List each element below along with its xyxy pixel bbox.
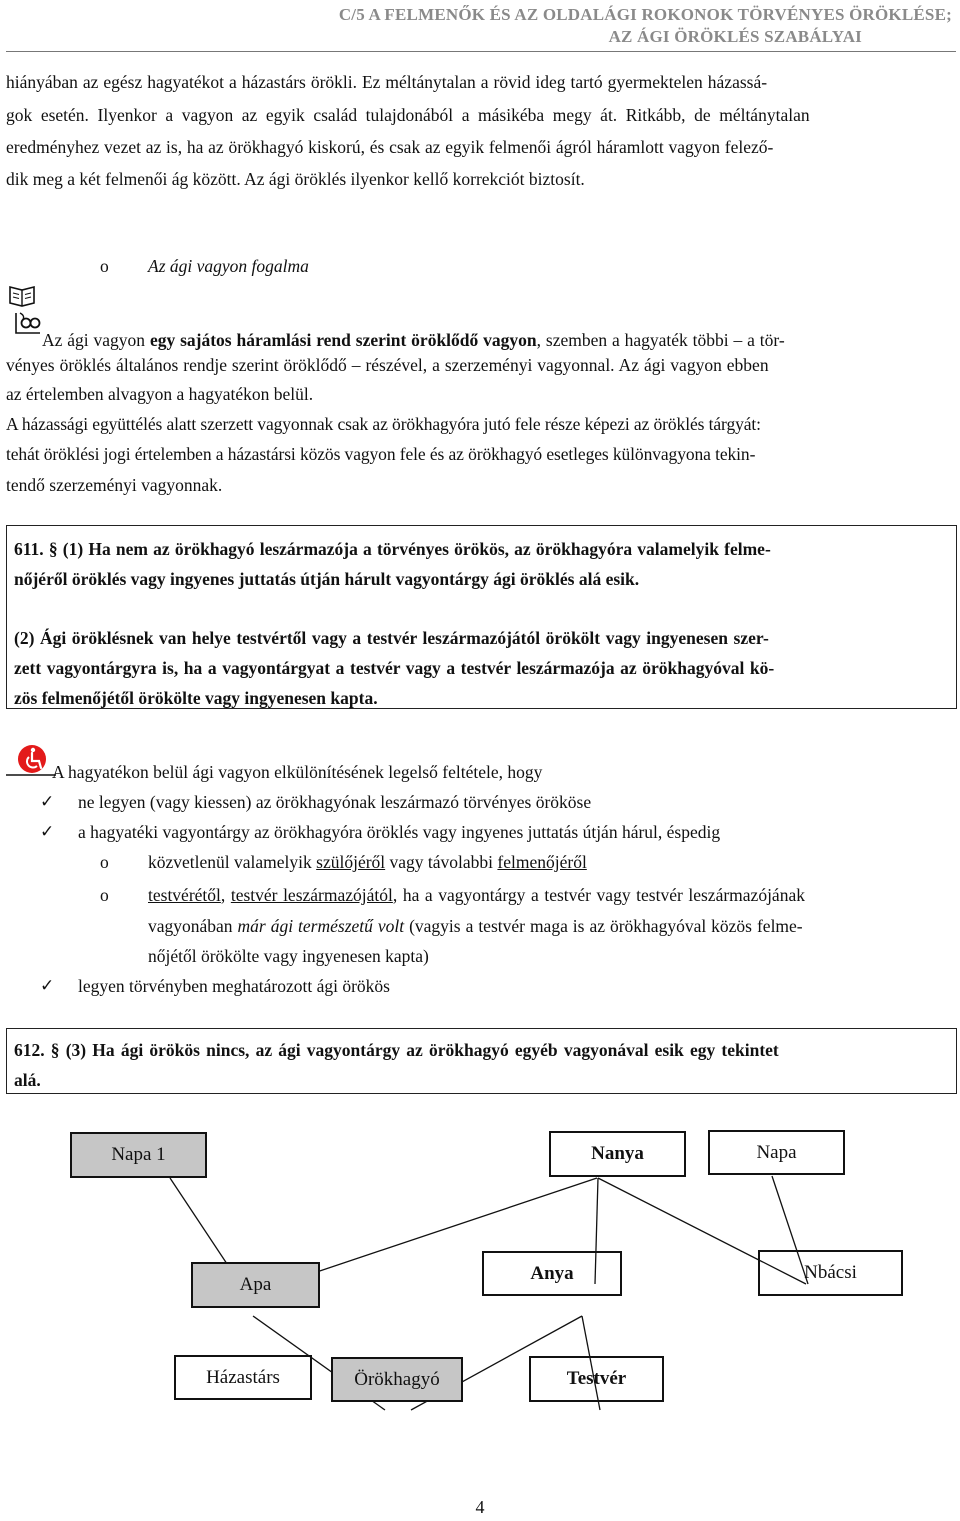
tree-node-napa-1: Napa 1 xyxy=(70,1132,207,1178)
section-bullet: o xyxy=(100,256,109,276)
definition-line-2: vényes öröklés általános rendje szerint öröklődő – részével, a szerzeményi vagyonnal. Az ági vagyon ebben xyxy=(6,355,769,375)
tree-node-apa: Apa xyxy=(191,1262,320,1308)
sub-condition-2-sibling: testvérétől xyxy=(148,885,221,905)
check-icon-2: ✓ xyxy=(40,822,55,842)
marriage-line-2: tehát öröklési jogi értelemben a házastársi közös vagyon fele és az örökhagyó esetleges különvagyona tekin- xyxy=(6,444,756,464)
tree-node-napa: Napa xyxy=(708,1130,845,1175)
tree-node-testver: Testvér xyxy=(529,1356,664,1402)
sub-condition-2-rest: , ha a vagyontárgy a testvér vagy testvér leszármazójának xyxy=(392,885,805,905)
header-line-1: C/5 A FELMENŐK ÉS AZ OLDALÁGI ROKONOK TÖRVÉNYES ÖRÖKLÉSE; xyxy=(338,5,952,24)
sub-condition-1-ancestor: felmenőjéről xyxy=(497,852,587,872)
marriage-line-3: tendő szerzeményi vagyonnak. xyxy=(6,475,223,495)
law-611-p1-line-1: 611. § (1) Ha nem az örökhagyó leszármazója a törvényes örökös, az örökhagyóra valamelyik felme- xyxy=(14,539,771,559)
tree-node-nbacsi: Nbácsi xyxy=(758,1250,903,1296)
sub-condition-2-l2-a: vagyonában xyxy=(148,916,238,936)
law-612-line-1: 612. § (3) Ha ági örökös nincs, az ági vagyontárgy az örökhagyó egyéb vagyonával esik egy tekintet xyxy=(14,1040,779,1060)
sub-condition-1 xyxy=(148,847,587,877)
definition-text-a: Az ági vagyon xyxy=(42,330,150,350)
check-icon-3: ✓ xyxy=(40,976,55,996)
law-612-line-2: alá. xyxy=(14,1070,41,1090)
page-number: 4 xyxy=(475,1497,485,1517)
sub-condition-2-l2-c: (vagyis a testvér maga is az örökhagyóval közös felme- xyxy=(404,916,803,936)
tree-node-orokhagyo: Örökhagyó xyxy=(331,1357,463,1402)
tree-node-nanya: Nanya xyxy=(549,1131,686,1177)
conditions-intro: A hagyatékon belül ági vagyon elkülönítésének legelső feltétele, hogy xyxy=(52,762,543,782)
law-611-p2-line-3: zös felmenőjétől örökölte vagy ingyenesen kapta. xyxy=(14,688,378,708)
sub-bullet-1: o xyxy=(100,852,109,872)
tree-node-anya: Anya xyxy=(482,1251,622,1296)
condition-2: a hagyatéki vagyontárgy az örökhagyóra öröklés vagy ingyenes juttatás útján hárul, éspedig xyxy=(78,822,721,842)
intro-line-1: hiányában az egész hagyatékot a házastárs örökli. Ez méltánytalan a rövid ideg tartó gyermektelen házassá- xyxy=(6,72,768,92)
tree-node-hazastars: Házastárs xyxy=(174,1355,312,1400)
sub-condition-1-c: vagy távolabbi xyxy=(385,852,498,872)
section-title: Az ági vagyon fogalma xyxy=(148,256,309,276)
definition-emphasis: egy sajátos háramlási rend szerint öröklődő vagyon xyxy=(149,330,537,350)
running-header xyxy=(0,4,960,48)
sub-condition-2-line-2 xyxy=(148,911,803,941)
check-icon-1: ✓ xyxy=(40,792,55,812)
sub-bullet-2: o xyxy=(100,885,109,905)
intro-line-3: eredményhez vezet az is, ha az örökhagyó kiskorú, és csak az egyik felmenői ágról háramlott vagyon felező- xyxy=(6,137,774,157)
sub-condition-2-descendant: testvér leszármazójától xyxy=(230,885,393,905)
sub-condition-2-comma: , xyxy=(220,885,231,905)
intro-line-2: gok esetén. Ilyenkor a vagyon az egyik család tulajdonából a másikéba megy át. Ritkább, de méltánytalan xyxy=(6,105,810,125)
intro-line-4: dik meg a két felmenői ág között. Az ági öröklés ilyenkor kellő korrekciót biztosít. xyxy=(6,169,585,189)
condition-3: legyen törvényben meghatározott ági örökös xyxy=(78,976,390,996)
sub-condition-2-line-3: nőjétől örökölte vagy ingyenesen kapta) xyxy=(148,946,429,966)
definition-text-c: , szemben a hagyaték többi – a tör- xyxy=(536,330,785,350)
law-611-p2-line-2: zett vagyontárgyra is, ha a vagyontárgyat a testvér vagy a testvér leszármazója az örökhagyóval kö- xyxy=(14,658,775,678)
law-611-p1-line-2: nőjéről öröklés vagy ingyenes juttatás útján hárult vagyontárgy ági öröklés alá esik. xyxy=(14,569,640,589)
sub-condition-2-line-1 xyxy=(148,880,805,910)
condition-1: ne legyen (vagy kiessen) az örökhagyónak leszármazó törvényes örököse xyxy=(78,792,592,812)
sub-condition-1-parent: szülőjéről xyxy=(316,852,386,872)
marriage-line-1: A házassági együttélés alatt szerzett vagyonnak csak az örökhagyóra jutó fele része képezi az öröklés tárgyát: xyxy=(6,414,761,434)
definition-line-3: az értelemben alvagyon a hagyatékon belül. xyxy=(6,384,314,404)
sub-condition-1-a: közvetlenül valamelyik xyxy=(148,852,317,872)
law-611-p2-line-1: (2) Ági öröklésnek van helye testvértől vagy a testvér leszármazójától örökölt vagy ingyenesen szer- xyxy=(14,628,769,648)
header-line-2: AZ ÁGI ÖRÖKLÉS SZABÁLYAI xyxy=(608,27,862,46)
wheelchair-icon xyxy=(6,741,56,781)
header-divider xyxy=(6,51,956,52)
book-glasses-icon xyxy=(6,283,42,339)
sub-condition-2-l2-italic: már ági természetű volt xyxy=(237,916,405,936)
